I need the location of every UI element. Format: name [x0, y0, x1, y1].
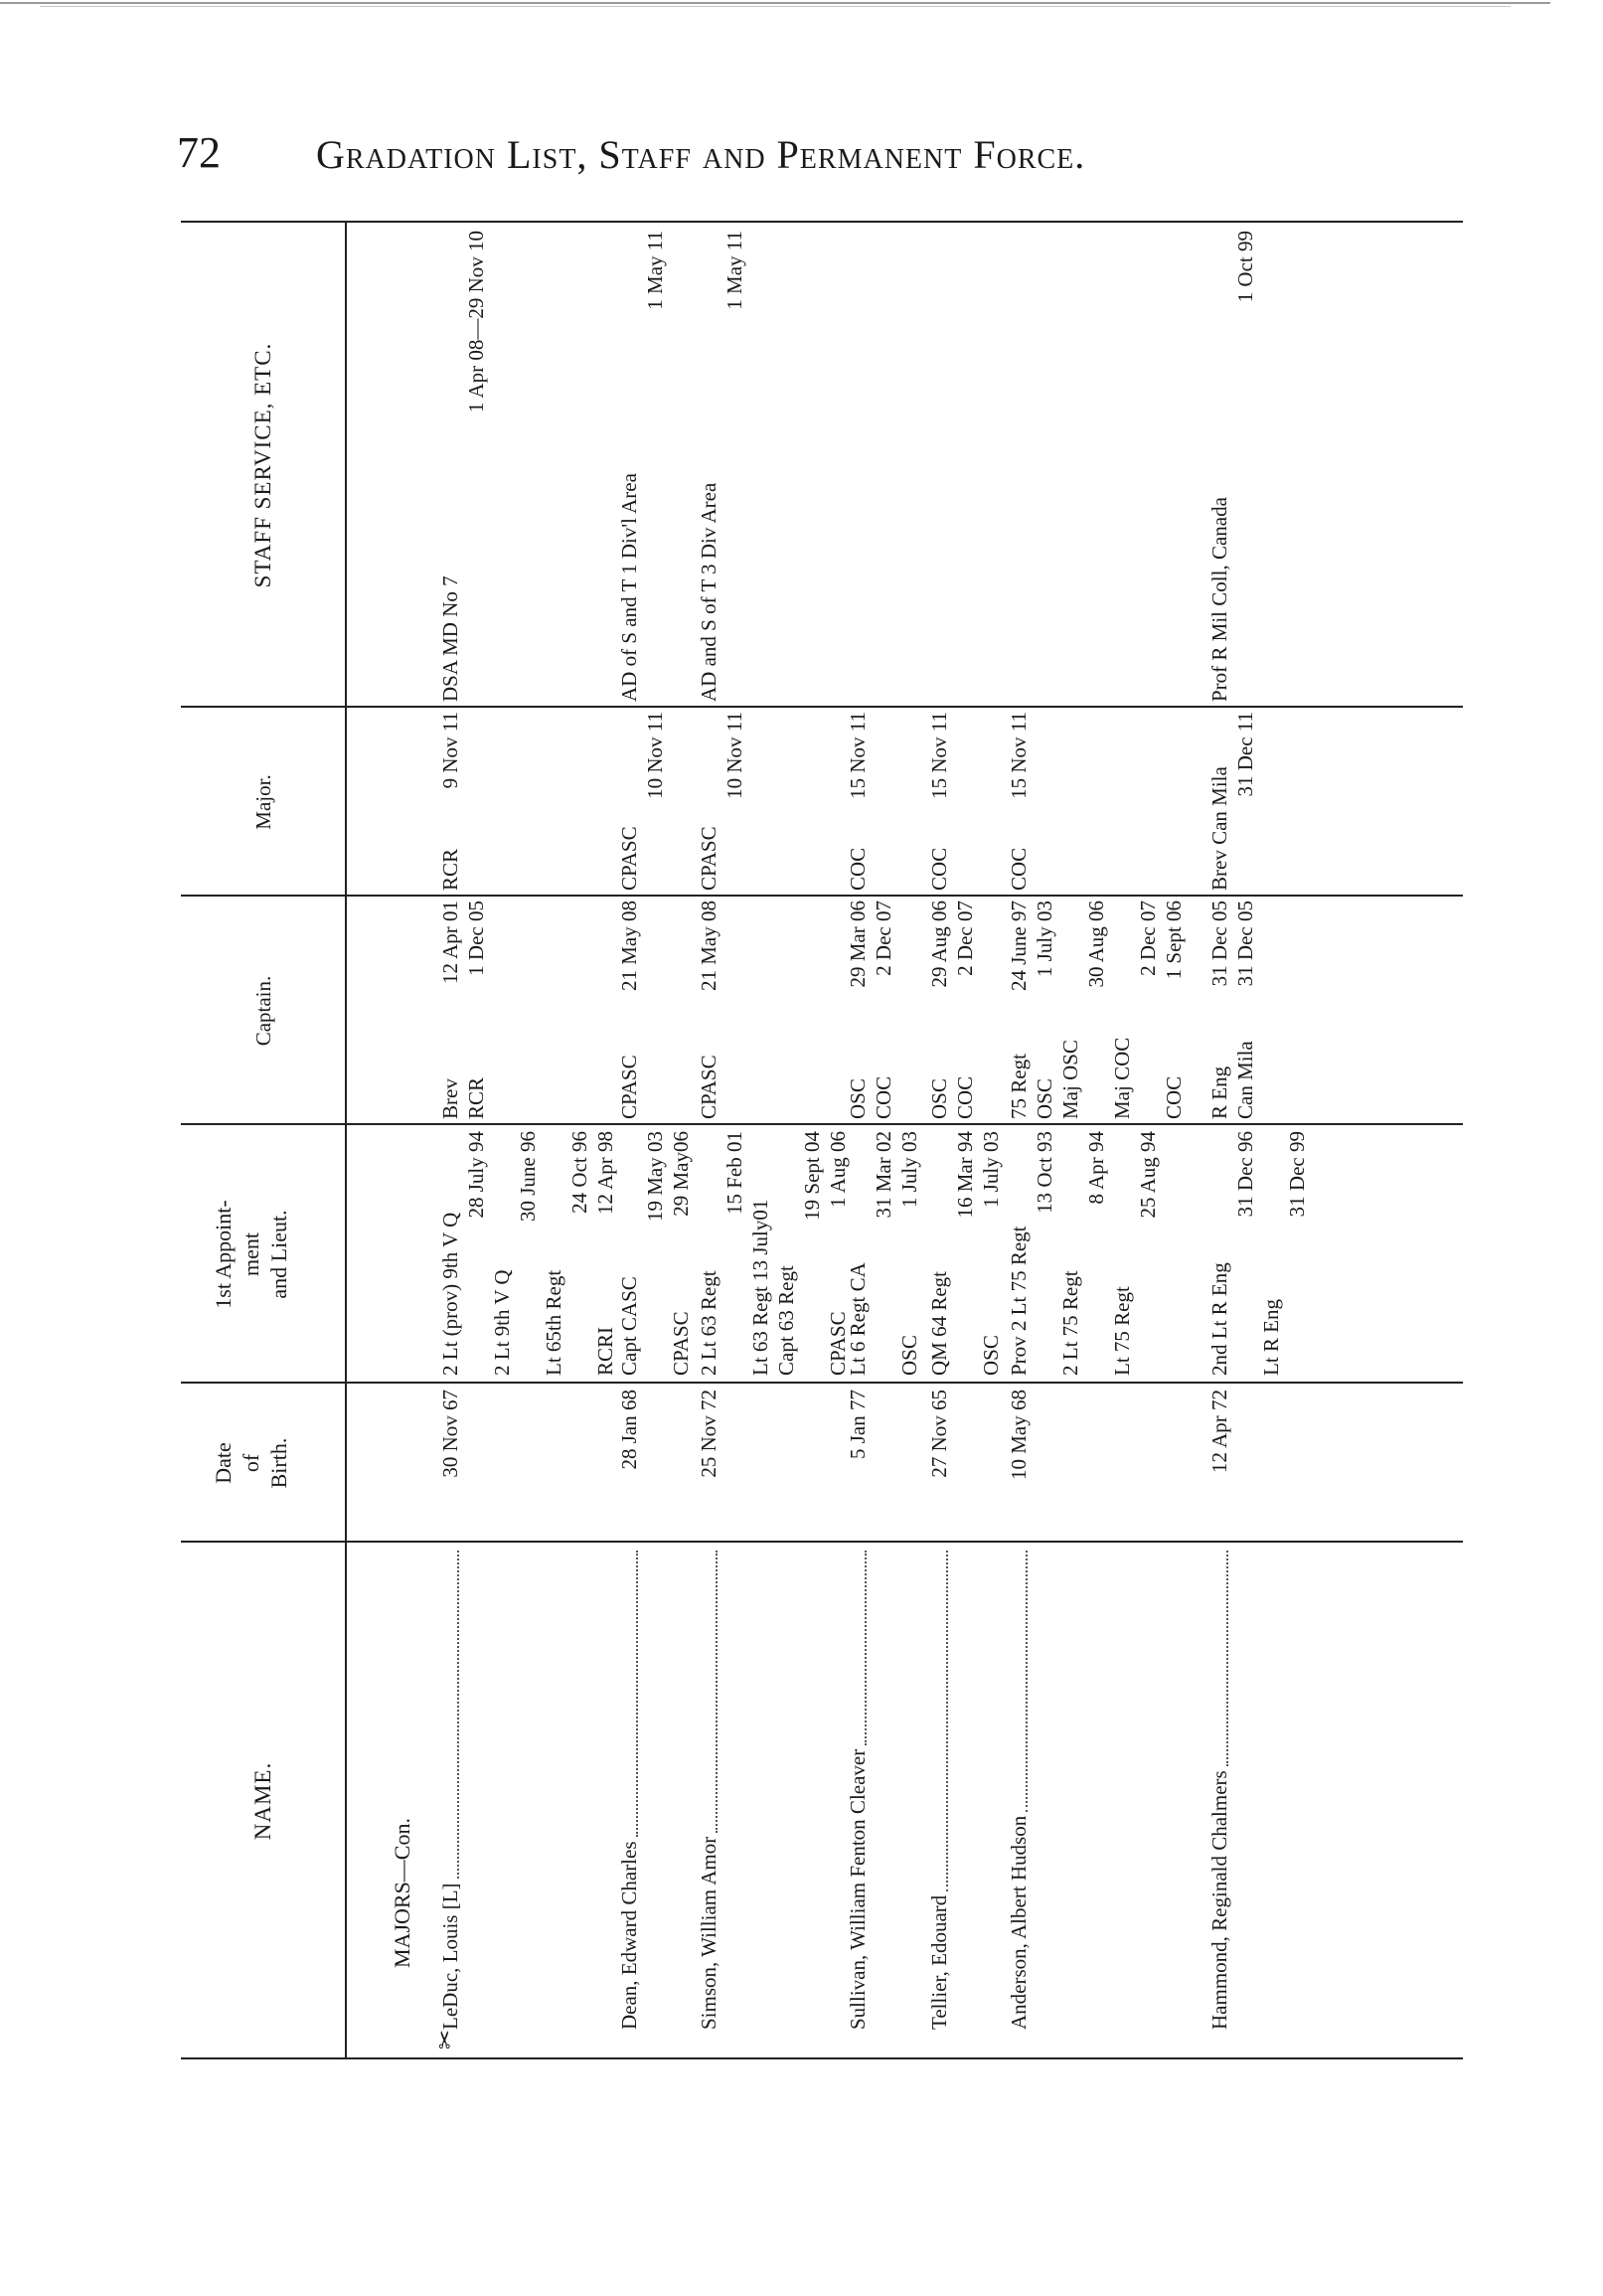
appointment-date: 29 May06	[669, 1131, 693, 1217]
header-dob-2: of	[239, 1453, 263, 1473]
entry-date-of-birth: 10 May 68	[1007, 1390, 1031, 1480]
major-corps: Brev Can Mila	[1207, 766, 1231, 891]
scissors-icon: ✂	[433, 2029, 459, 2050]
header-captain: Captain.	[251, 975, 275, 1047]
leader-dots	[1208, 1551, 1228, 1766]
column-divider-captain	[181, 895, 1463, 897]
captain-date: 1 Sept 06	[1162, 901, 1186, 980]
appointment-date: 24 Oct 96	[567, 1131, 591, 1214]
captain-date: 2 Dec 07	[872, 901, 895, 976]
captain-corps: Can Mila	[1233, 1041, 1257, 1119]
appointment-date: 1 July 03	[979, 1131, 1003, 1209]
appointment-date: 19 Sept 04	[800, 1131, 824, 1221]
captain-corps: CPASC	[617, 1055, 641, 1119]
captain-corps: 75 Regt	[1007, 1054, 1031, 1119]
appointment-text: Capt CASC	[617, 1276, 641, 1376]
major-corps: CPASC	[617, 826, 641, 891]
appointment-text: Lt R Eng	[1259, 1299, 1283, 1376]
appointment-text: CPASC	[826, 1311, 850, 1376]
leader-dots	[439, 1551, 459, 1879]
entry-name: LeDuc, Louis [L]	[438, 1883, 462, 2030]
captain-date: 2 Dec 07	[1136, 901, 1160, 976]
appointment-text: Lt 75 Regt	[1110, 1286, 1134, 1376]
appointment-text: Lt 65th Regt	[542, 1269, 565, 1376]
major-corps: RCR	[438, 848, 462, 891]
captain-date: 29 Mar 06	[846, 901, 870, 988]
appointment-text: Prov 2 Lt 75 Regt	[1007, 1226, 1031, 1376]
staff-service-text: AD and S of T 3 Div Area	[697, 482, 721, 702]
staff-service-date: 1 May 11	[722, 231, 746, 310]
entry-name: Dean, Edward Charles	[617, 1841, 641, 2030]
captain-date: 1 July 03	[1033, 901, 1056, 978]
major-date: 15 Nov 11	[846, 712, 870, 799]
captain-corps: Maj OSC	[1058, 1040, 1082, 1119]
captain-corps: R Eng	[1207, 1066, 1231, 1119]
table-edge-right	[181, 221, 1463, 223]
appointment-text: 2nd Lt R Eng	[1207, 1262, 1231, 1376]
table-edge-left	[181, 2057, 1463, 2059]
page-number: 72	[177, 128, 221, 177]
entry-name: Hammond, Reginald Chalmers	[1207, 1770, 1231, 2030]
major-date: 15 Nov 11	[1007, 712, 1031, 799]
header-rule	[345, 221, 347, 2059]
major-date: 15 Nov 11	[927, 712, 951, 799]
appointment-date: 8 Apr 94	[1084, 1131, 1108, 1205]
header-appointment-1: 1st Appoint-	[211, 1200, 236, 1309]
captain-date: 31 Dec 05	[1233, 901, 1257, 987]
entry-date-of-birth: 30 Nov 67	[438, 1390, 462, 1478]
top-edge-rule-faint	[40, 6, 1511, 7]
entry-date-of-birth: 12 Apr 72	[1207, 1390, 1231, 1473]
header-major: Major.	[251, 774, 275, 830]
header-dob-3: Birth.	[266, 1437, 291, 1489]
column-divider-name	[181, 1541, 1463, 1543]
leader-dots	[928, 1551, 948, 1891]
appointment-text: CPASC	[669, 1311, 693, 1376]
column-divider-appointment	[181, 1123, 1463, 1125]
appointment-text: 2 Lt 63 Regt	[697, 1270, 721, 1376]
entry-name: Tellier, Edouard	[927, 1894, 951, 2030]
appointment-date: 12 Apr 98	[593, 1131, 617, 1215]
captain-corps: Maj COC	[1110, 1037, 1134, 1119]
entry-date-of-birth: 5 Jan 77	[846, 1390, 870, 1459]
entry-name: Simson, William Amor	[697, 1836, 721, 2030]
entry-date-of-birth: 28 Jan 68	[617, 1390, 641, 1470]
captain-date: 31 Dec 05	[1207, 901, 1231, 987]
page-title: Gradation List, Staff and Permanent Force.	[316, 132, 1086, 177]
top-edge-rule	[0, 2, 1550, 4]
appointment-date: 15 Feb 01	[722, 1131, 746, 1215]
section-label: MAJORS—Con.	[390, 1818, 414, 1968]
gradation-table	[181, 221, 1463, 2059]
captain-date: 1 Dec 05	[464, 901, 488, 976]
captain-corps: OSC	[1033, 1078, 1056, 1119]
major-date: 10 Nov 11	[643, 712, 667, 799]
appointment-date: 25 Aug 94	[1136, 1131, 1160, 1219]
entry-name: Anderson, Albert Hudson	[1007, 1815, 1031, 2030]
captain-corps: OSC	[846, 1078, 870, 1119]
captain-corps: COC	[1162, 1075, 1186, 1119]
captain-corps: RCR	[464, 1076, 488, 1119]
appointment-text: QM 64 Regt	[927, 1271, 951, 1376]
staff-service-text: DSA MD No 7	[438, 575, 462, 702]
major-date: 9 Nov 11	[438, 712, 462, 789]
appointment-text: OSC	[897, 1335, 921, 1376]
captain-date: 21 May 08	[697, 901, 721, 991]
appointment-date: 19 May 03	[643, 1131, 667, 1222]
column-divider-dob	[181, 1382, 1463, 1384]
appointment-text: Capt 63 Regt	[774, 1265, 798, 1376]
captain-date: 29 Aug 06	[927, 901, 951, 988]
leader-dots	[698, 1551, 718, 1833]
header-dob-1: Date	[211, 1442, 236, 1484]
captain-date: 2 Dec 07	[953, 901, 977, 976]
appointment-text: RCRI	[593, 1326, 617, 1376]
appointment-date: 16 Mar 94	[953, 1131, 977, 1219]
header-appointment-2: ment	[239, 1232, 263, 1276]
captain-date: 12 Apr 01	[438, 901, 462, 984]
major-corps: COC	[927, 847, 951, 891]
staff-service-date: 1 Oct 99	[1233, 231, 1257, 303]
appointment-date: 1 July 03	[897, 1131, 921, 1209]
staff-service-text: Prof R Mil Coll, Canada	[1207, 497, 1231, 702]
major-date: 31 Dec 11	[1233, 712, 1257, 797]
major-corps: CPASC	[697, 826, 721, 891]
appointment-text: Lt 6 Regt CA	[846, 1262, 870, 1376]
captain-date: 21 May 08	[617, 901, 641, 991]
captain-date: 30 Aug 06	[1084, 901, 1108, 988]
captain-corps: OSC	[927, 1078, 951, 1119]
appointment-date: 31 Mar 02	[872, 1131, 895, 1219]
captain-corps: COC	[872, 1075, 895, 1119]
major-date: 10 Nov 11	[722, 712, 746, 799]
appointment-date: 13 Oct 93	[1033, 1131, 1056, 1214]
appointment-date: 28 July 94	[464, 1131, 488, 1219]
appointment-text: 2 Lt 9th V Q	[490, 1269, 514, 1376]
header-name: NAME.	[250, 1761, 275, 1841]
captain-corps: Brev	[438, 1078, 462, 1119]
leader-dots	[618, 1551, 638, 1837]
captain-corps: COC	[953, 1075, 977, 1119]
appointment-date: 31 Dec 96	[1233, 1131, 1257, 1218]
appointment-date: 1 Aug 06	[826, 1131, 850, 1209]
appointment-text: 2 Lt (prov) 9th V Q	[438, 1212, 462, 1376]
appointment-date: 30 June 96	[516, 1131, 540, 1222]
staff-service-date: 1 Apr 08—29 Nov 10	[464, 231, 488, 413]
major-corps: COC	[846, 847, 870, 891]
appointment-date: 31 Dec 99	[1285, 1131, 1309, 1218]
appointment-text: 2 Lt 75 Regt	[1058, 1270, 1082, 1376]
captain-corps: CPASC	[697, 1055, 721, 1119]
leader-dots	[847, 1551, 867, 1745]
header-staff-service: STAFF SERVICE, ETC.	[250, 342, 275, 588]
entry-name: Sullivan, William Fenton Cleaver	[846, 1748, 870, 2030]
entry-date-of-birth: 27 Nov 65	[927, 1390, 951, 1478]
header-appointment-3: and Lieut.	[266, 1210, 291, 1299]
column-divider-major	[181, 706, 1463, 708]
appointment-text: Lt 63 Regt 13 July01	[748, 1199, 772, 1376]
captain-date: 24 June 97	[1007, 901, 1031, 991]
entry-date-of-birth: 25 Nov 72	[697, 1390, 721, 1478]
staff-service-text: AD of S and T 1 Div'l Area	[617, 473, 641, 702]
leader-dots	[1008, 1551, 1028, 1812]
staff-service-date: 1 May 11	[643, 231, 667, 310]
appointment-text: OSC	[979, 1335, 1003, 1376]
major-corps: COC	[1007, 847, 1031, 891]
